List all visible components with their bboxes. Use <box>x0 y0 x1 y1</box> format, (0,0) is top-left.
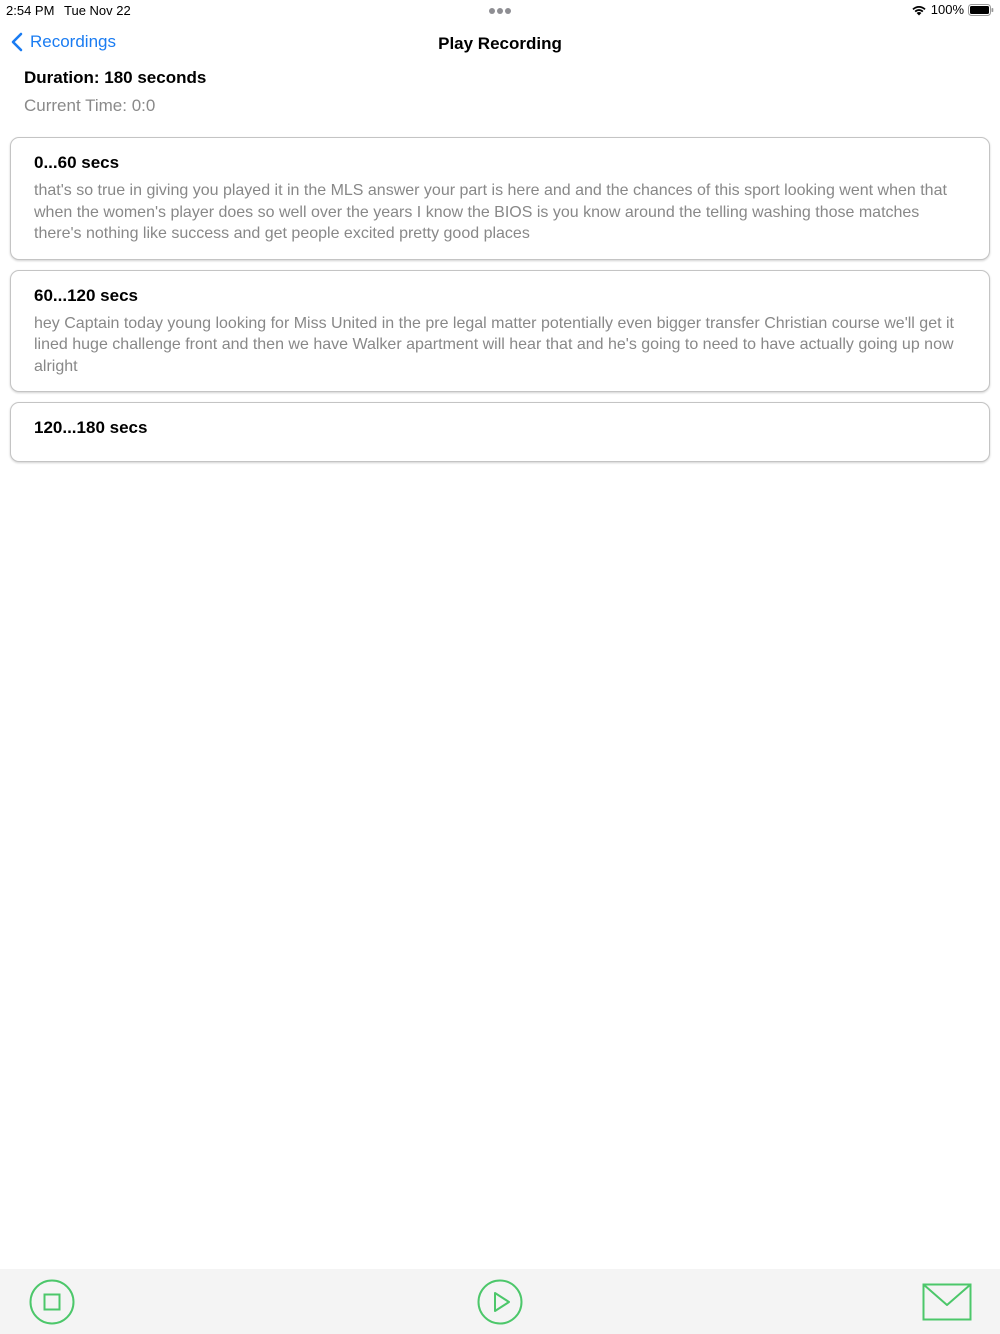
mail-icon <box>922 1283 972 1321</box>
back-button-label: Recordings <box>30 32 116 51</box>
duration-label: Duration: 180 seconds <box>24 68 207 87</box>
play-icon <box>477 1279 523 1325</box>
segment-title: 0...60 secs <box>34 153 120 172</box>
transcript-segment[interactable] <box>10 402 990 462</box>
status-time: 2:54 PM <box>6 3 55 18</box>
transcript-segment[interactable] <box>10 270 990 393</box>
status-date: Tue Nov 22 <box>64 3 131 18</box>
status-indicators <box>911 2 994 17</box>
battery-percent: 100% <box>930 2 964 17</box>
segment-transcript: hey Captain today young looking for Miss United in the pre legal matter potentially even bigger transfer Christian course we'll get it lined huge challenge front and then we have Walker apartment will hear that and he's going to need to have actually going up now alright <box>34 314 954 375</box>
battery-icon <box>968 4 994 16</box>
multitasking-dots-icon[interactable] <box>489 8 511 14</box>
page-title: Play Recording <box>438 34 562 53</box>
stop-icon <box>29 1279 75 1325</box>
stop-button[interactable] <box>29 1279 75 1325</box>
navigation-bar <box>0 26 1000 64</box>
status-bar <box>0 0 1000 20</box>
play-button[interactable] <box>477 1279 523 1325</box>
wifi-icon <box>911 4 927 16</box>
bottom-toolbar <box>0 1269 1000 1334</box>
segment-transcript: that's so true in giving you played it in the MLS answer your part is here and and the chances of this sport looking went when that when the women's player does so well over the years I know the BIOS is you know around the telling washing those matches there's nothing like success and get people excited pretty good places <box>34 182 947 242</box>
mail-button[interactable] <box>922 1283 972 1321</box>
segment-title: 120...180 secs <box>34 418 148 437</box>
current-time-label: Current Time: 0:0 <box>24 96 156 115</box>
transcript-segment[interactable] <box>10 137 990 260</box>
segment-title: 60...120 secs <box>34 285 138 305</box>
transcript-segment-list <box>10 137 990 472</box>
